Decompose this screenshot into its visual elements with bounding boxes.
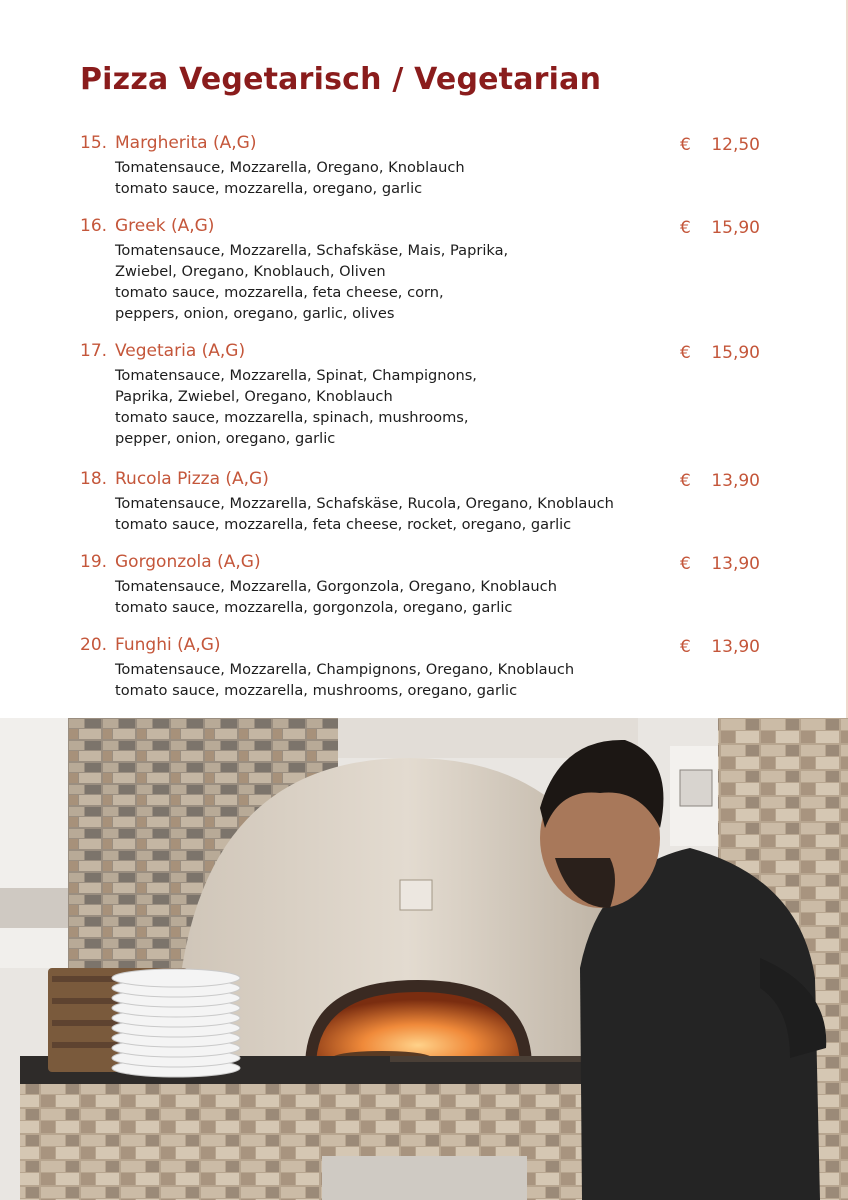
description-line: pepper, onion, oregano, garlic (115, 430, 336, 447)
description-line: Zwiebel, Oregano, Knoblauch, Oliven (115, 263, 386, 280)
item-description (115, 493, 770, 535)
item-description (115, 659, 770, 701)
item-description (115, 157, 770, 199)
item-number: 18. (80, 469, 108, 489)
pizza-oven-photo (0, 718, 848, 1200)
description-line: Tomatensauce, Mozzarella, Schafskäse, Mais, Paprika, (115, 242, 509, 259)
description-line: Tomatensauce, Mozzarella, Spinat, Champignons, (115, 367, 477, 384)
currency-symbol: € (680, 343, 691, 363)
item-number: 20. (80, 635, 108, 655)
item-description (115, 576, 770, 618)
item-price: 15,90 (711, 343, 760, 363)
description-line: tomato sauce, mozzarella, mushrooms, oregano, garlic (115, 682, 518, 699)
description-line: peppers, onion, oregano, garlic, olives (115, 305, 395, 322)
item-price: 12,50 (711, 135, 760, 155)
description-line: tomato sauce, mozzarella, feta cheese, corn, (115, 284, 444, 301)
menu-list (80, 133, 770, 718)
item-description (115, 240, 770, 324)
currency-symbol: € (680, 135, 691, 155)
item-price: 15,90 (711, 218, 760, 238)
currency-symbol: € (680, 637, 691, 657)
menu-item (80, 133, 770, 199)
menu-item (80, 552, 770, 618)
item-name: Funghi (A,G) (115, 635, 221, 655)
description-line: Paprika, Zwiebel, Oregano, Knoblauch (115, 388, 393, 405)
item-name: Margherita (A,G) (115, 133, 257, 153)
menu-item (80, 469, 770, 535)
description-line: Tomatensauce, Mozzarella, Champignons, Oregano, Knoblauch (115, 661, 575, 678)
description-line: tomato sauce, mozzarella, spinach, mushrooms, (115, 409, 469, 426)
description-line: Tomatensauce, Mozzarella, Oregano, Knoblauch (115, 159, 465, 176)
description-line: Tomatensauce, Mozzarella, Schafskäse, Rucola, Oregano, Knoblauch (115, 495, 614, 512)
item-number: 17. (80, 341, 108, 361)
item-number: 15. (80, 133, 108, 153)
item-number: 16. (80, 216, 108, 236)
menu-item (80, 341, 770, 449)
menu-item (80, 635, 770, 701)
currency-symbol: € (680, 471, 691, 491)
item-name: Rucola Pizza (A,G) (115, 469, 269, 489)
item-name: Greek (A,G) (115, 216, 215, 236)
item-price: 13,90 (711, 471, 760, 491)
item-number: 19. (80, 552, 108, 572)
item-description (115, 365, 770, 449)
menu-item (80, 216, 770, 324)
item-name: Gorgonzola (A,G) (115, 552, 261, 572)
currency-symbol: € (680, 218, 691, 238)
currency-symbol: € (680, 554, 691, 574)
item-price: 13,90 (711, 554, 760, 574)
item-name: Vegetaria (A,G) (115, 341, 246, 361)
page-title: Pizza Vegetarisch / Vegetarian (80, 62, 602, 97)
description-line: Tomatensauce, Mozzarella, Gorgonzola, Oregano, Knoblauch (115, 578, 557, 595)
description-line: tomato sauce, mozzarella, gorgonzola, oregano, garlic (115, 599, 513, 616)
description-line: tomato sauce, mozzarella, oregano, garlic (115, 180, 423, 197)
description-line: tomato sauce, mozzarella, feta cheese, rocket, oregano, garlic (115, 516, 572, 533)
item-price: 13,90 (711, 637, 760, 657)
